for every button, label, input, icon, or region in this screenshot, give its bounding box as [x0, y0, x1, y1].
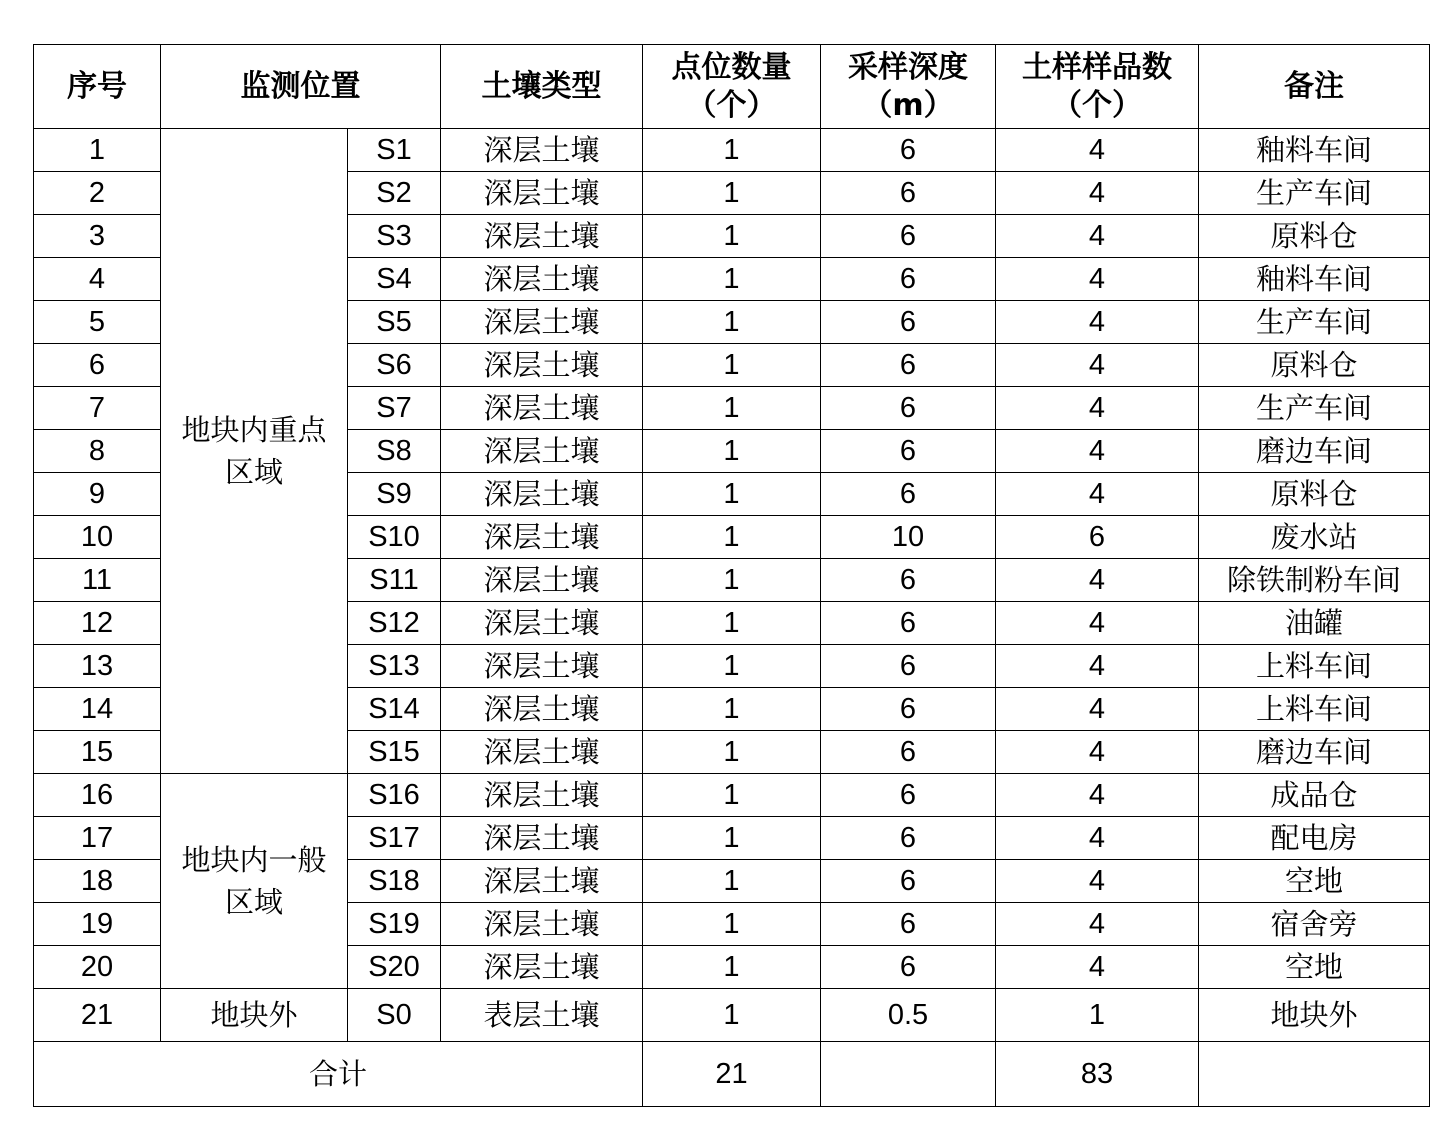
header-remark: 备注 — [1199, 45, 1430, 129]
sample-count: 1 — [996, 989, 1199, 1042]
row-index: 8 — [34, 430, 161, 473]
remark: 生产车间 — [1199, 301, 1430, 344]
remark: 釉料车间 — [1199, 129, 1430, 172]
total-point-count: 21 — [643, 1042, 821, 1107]
remark: 配电房 — [1199, 817, 1430, 860]
point-count: 1 — [643, 301, 821, 344]
header-point-count — [643, 45, 821, 129]
soil-type: 深层土壤 — [441, 817, 643, 860]
point-id: S20 — [348, 946, 441, 989]
total-row — [34, 1042, 1430, 1107]
soil-type: 深层土壤 — [441, 860, 643, 903]
sample-count: 4 — [996, 129, 1199, 172]
sample-count: 4 — [996, 430, 1199, 473]
header-location: 监测位置 — [161, 45, 441, 129]
row-index: 3 — [34, 215, 161, 258]
point-count: 1 — [643, 946, 821, 989]
soil-type: 深层土壤 — [441, 215, 643, 258]
remark: 空地 — [1199, 946, 1430, 989]
soil-type: 表层土壤 — [441, 989, 643, 1042]
row-index: 14 — [34, 688, 161, 731]
row-index: 9 — [34, 473, 161, 516]
sampling-depth: 6 — [821, 258, 996, 301]
sample-count: 4 — [996, 387, 1199, 430]
remark: 磨边车间 — [1199, 731, 1430, 774]
point-count: 1 — [643, 473, 821, 516]
sampling-depth: 6 — [821, 645, 996, 688]
remark: 空地 — [1199, 860, 1430, 903]
point-id: S3 — [348, 215, 441, 258]
table-row — [34, 774, 1430, 817]
point-id: S2 — [348, 172, 441, 215]
sample-count: 4 — [996, 559, 1199, 602]
sampling-depth: 6 — [821, 688, 996, 731]
soil-type: 深层土壤 — [441, 602, 643, 645]
point-count: 1 — [643, 215, 821, 258]
point-count: 1 — [643, 774, 821, 817]
sampling-depth: 6 — [821, 301, 996, 344]
sample-count: 4 — [996, 473, 1199, 516]
point-id: S6 — [348, 344, 441, 387]
point-id: S9 — [348, 473, 441, 516]
point-id: S8 — [348, 430, 441, 473]
point-id: S15 — [348, 731, 441, 774]
row-index: 13 — [34, 645, 161, 688]
sample-count: 4 — [996, 688, 1199, 731]
remark: 宿舍旁 — [1199, 903, 1430, 946]
sampling-depth: 6 — [821, 903, 996, 946]
sampling-depth: 6 — [821, 129, 996, 172]
point-count: 1 — [643, 645, 821, 688]
row-index: 16 — [34, 774, 161, 817]
remark: 上料车间 — [1199, 688, 1430, 731]
remark: 地块外 — [1199, 989, 1430, 1042]
point-count: 1 — [643, 387, 821, 430]
row-index: 12 — [34, 602, 161, 645]
point-count: 1 — [643, 731, 821, 774]
soil-type: 深层土壤 — [441, 344, 643, 387]
sampling-depth: 6 — [821, 172, 996, 215]
remark: 废水站 — [1199, 516, 1430, 559]
row-index: 11 — [34, 559, 161, 602]
point-count: 1 — [643, 989, 821, 1042]
row-index: 2 — [34, 172, 161, 215]
header-sample-count-line2: （个） — [1052, 87, 1142, 123]
header-depth-line2: （m） — [862, 87, 954, 123]
region-cell-general-area: 地块内一般区域 — [161, 774, 348, 989]
point-count: 1 — [643, 688, 821, 731]
remark: 磨边车间 — [1199, 430, 1430, 473]
sampling-depth: 0.5 — [821, 989, 996, 1042]
sampling-table — [33, 44, 1430, 1107]
sample-count: 4 — [996, 903, 1199, 946]
row-index: 5 — [34, 301, 161, 344]
point-count: 1 — [643, 602, 821, 645]
remark: 原料仓 — [1199, 215, 1430, 258]
remark: 原料仓 — [1199, 344, 1430, 387]
sample-count: 4 — [996, 215, 1199, 258]
soil-type: 深层土壤 — [441, 516, 643, 559]
remark: 上料车间 — [1199, 645, 1430, 688]
sample-count: 4 — [996, 172, 1199, 215]
remark: 除铁制粉车间 — [1199, 559, 1430, 602]
point-id: S10 — [348, 516, 441, 559]
sample-count: 4 — [996, 344, 1199, 387]
sampling-depth: 6 — [821, 473, 996, 516]
remark: 原料仓 — [1199, 473, 1430, 516]
table-row — [34, 129, 1430, 172]
soil-type: 深层土壤 — [441, 774, 643, 817]
point-id: S7 — [348, 387, 441, 430]
remark: 成品仓 — [1199, 774, 1430, 817]
row-index: 17 — [34, 817, 161, 860]
soil-type: 深层土壤 — [441, 129, 643, 172]
region-cell-outside: 地块外 — [161, 989, 348, 1042]
soil-type: 深层土壤 — [441, 301, 643, 344]
sample-count: 4 — [996, 602, 1199, 645]
soil-type: 深层土壤 — [441, 258, 643, 301]
remark: 釉料车间 — [1199, 258, 1430, 301]
row-index: 15 — [34, 731, 161, 774]
row-index: 7 — [34, 387, 161, 430]
point-id: S4 — [348, 258, 441, 301]
row-index: 4 — [34, 258, 161, 301]
remark: 生产车间 — [1199, 172, 1430, 215]
row-index: 20 — [34, 946, 161, 989]
sample-count: 4 — [996, 817, 1199, 860]
header-index: 序号 — [34, 45, 161, 129]
point-count: 1 — [643, 129, 821, 172]
total-depth-empty — [821, 1042, 996, 1107]
sample-count: 4 — [996, 731, 1199, 774]
sampling-depth: 6 — [821, 774, 996, 817]
point-count: 1 — [643, 860, 821, 903]
soil-type: 深层土壤 — [441, 645, 643, 688]
sampling-depth: 10 — [821, 516, 996, 559]
header-row — [34, 45, 1430, 129]
point-count: 1 — [643, 172, 821, 215]
row-index: 1 — [34, 129, 161, 172]
point-count: 1 — [643, 258, 821, 301]
sampling-depth: 6 — [821, 602, 996, 645]
point-id: S19 — [348, 903, 441, 946]
soil-type: 深层土壤 — [441, 387, 643, 430]
region-cell-key-area: 地块内重点区域 — [161, 129, 348, 774]
sample-count: 6 — [996, 516, 1199, 559]
point-count: 1 — [643, 559, 821, 602]
sample-count: 4 — [996, 860, 1199, 903]
row-index: 6 — [34, 344, 161, 387]
soil-type: 深层土壤 — [441, 688, 643, 731]
total-remark-empty — [1199, 1042, 1430, 1107]
point-id: S13 — [348, 645, 441, 688]
sample-count: 4 — [996, 645, 1199, 688]
sampling-depth: 6 — [821, 860, 996, 903]
point-id: S17 — [348, 817, 441, 860]
sample-count: 4 — [996, 301, 1199, 344]
point-id: S12 — [348, 602, 441, 645]
point-count: 1 — [643, 430, 821, 473]
soil-type: 深层土壤 — [441, 946, 643, 989]
point-id: S18 — [348, 860, 441, 903]
sample-count: 4 — [996, 946, 1199, 989]
total-sample-count: 83 — [996, 1042, 1199, 1107]
sampling-depth: 6 — [821, 215, 996, 258]
total-label: 合计 — [34, 1042, 643, 1107]
row-index: 19 — [34, 903, 161, 946]
sampling-depth: 6 — [821, 430, 996, 473]
point-count: 1 — [643, 817, 821, 860]
point-count: 1 — [643, 344, 821, 387]
point-id: S11 — [348, 559, 441, 602]
header-soil-type: 土壤类型 — [441, 45, 643, 129]
row-index: 18 — [34, 860, 161, 903]
header-point-count-line1: 点位数量 — [671, 50, 792, 85]
header-depth — [821, 45, 996, 129]
remark: 生产车间 — [1199, 387, 1430, 430]
soil-type: 深层土壤 — [441, 430, 643, 473]
sampling-depth: 6 — [821, 559, 996, 602]
sample-count: 4 — [996, 774, 1199, 817]
remark: 油罐 — [1199, 602, 1430, 645]
point-id: S16 — [348, 774, 441, 817]
soil-type: 深层土壤 — [441, 731, 643, 774]
point-id: S0 — [348, 989, 441, 1042]
point-id: S14 — [348, 688, 441, 731]
table-row — [34, 989, 1430, 1042]
point-id: S5 — [348, 301, 441, 344]
soil-type: 深层土壤 — [441, 172, 643, 215]
row-index: 10 — [34, 516, 161, 559]
soil-type: 深层土壤 — [441, 473, 643, 516]
header-point-count-line2: （个） — [686, 87, 777, 123]
sampling-depth: 6 — [821, 344, 996, 387]
sampling-depth: 6 — [821, 387, 996, 430]
sample-count: 4 — [996, 258, 1199, 301]
header-sample-count — [996, 45, 1199, 129]
soil-type: 深层土壤 — [441, 559, 643, 602]
row-index: 21 — [34, 989, 161, 1042]
header-depth-line1: 采样深度 — [848, 50, 968, 85]
sampling-depth: 6 — [821, 817, 996, 860]
sampling-depth: 6 — [821, 731, 996, 774]
point-count: 1 — [643, 903, 821, 946]
sampling-depth: 6 — [821, 946, 996, 989]
point-count: 1 — [643, 516, 821, 559]
point-id: S1 — [348, 129, 441, 172]
soil-type: 深层土壤 — [441, 903, 643, 946]
header-sample-count-line1: 土样样品数 — [1022, 50, 1172, 85]
